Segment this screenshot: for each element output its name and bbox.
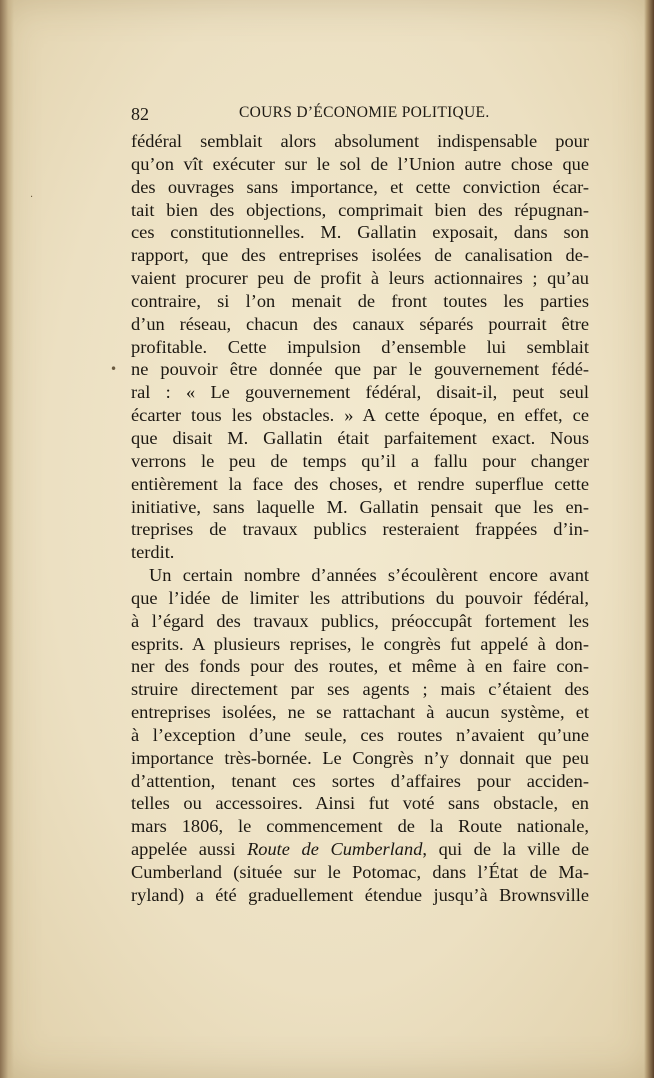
text-line: struire directement par ses agents ; mais c’étaient des <box>131 679 589 700</box>
text-line: ne pouvoir être donnée que par le gouvernement fédé- <box>131 359 589 380</box>
text-line-with-italic <box>131 838 589 861</box>
text-line: à l’égard des travaux publics, préoccupât fortement les <box>131 610 589 631</box>
text-line: que disait M. Gallatin était parfaitement exact. Nous <box>131 427 589 448</box>
text-line: entièrement la face des choses, et rendre superflue cette <box>131 473 589 494</box>
text-line: ral : « Le gouvernement fédéral, disait-il, peut seul <box>131 382 589 403</box>
text-line: verrons le peu de temps qu’il a fallu pour changer <box>131 450 589 471</box>
text-line: Cumberland (située sur le Potomac, dans l’État de Ma- <box>131 862 589 882</box>
body-text <box>131 130 589 907</box>
text-line: tait bien des objections, comprimait bien des répugnan- <box>131 199 589 220</box>
text-line: importance très-bornée. Le Congrès n’y donnait que peu <box>131 747 589 768</box>
text-line: des ouvrages sans importance, et cette conviction écar- <box>131 176 589 197</box>
running-head: COURS D’ÉCONOMIE POLITIQUE. <box>239 104 490 121</box>
text-line: écarter tous les obstacles. » A cette époque, en effet, ce <box>131 405 589 426</box>
text-line: contraire, si l’on menait de front toutes les parties <box>131 290 589 311</box>
text-line: terdit. <box>131 542 175 563</box>
text-line: profitable. Cette impulsion d’ensemble lui semblait <box>131 336 589 357</box>
text-segment: appelée aussi <box>131 839 248 860</box>
page-header <box>131 104 589 128</box>
text-line: fédéral semblait alors absolument indispensable pour <box>131 131 589 151</box>
page-number: 82 <box>131 104 149 124</box>
text-line: à l’exception d’une seule, ces routes n’avaient qu’une <box>131 724 589 745</box>
text-line: ryland) a été graduellement étendue jusqu’à Brownsville <box>131 884 589 905</box>
text-segment: , qui de la ville de <box>422 839 589 860</box>
text-line: ces constitutionnelles. M. Gallatin exposait, dans son <box>131 222 589 243</box>
text-line: qu’on vît exécuter sur le sol de l’Union autre chose que <box>131 153 589 174</box>
margin-speck: • <box>110 362 118 376</box>
text-line: entreprises isolées, ne se rattachant à aucun système, et <box>131 702 589 723</box>
text-line: esprits. A plusieurs reprises, le congrès fut appelé à don- <box>131 633 589 654</box>
text-line: treprises de travaux publics resteraient frappées d’in- <box>131 519 589 540</box>
text-line: d’attention, tenant ces sortes d’affaires pour acciden- <box>131 770 589 791</box>
text-line: d’un réseau, chacun des canaux séparés pourrait être <box>131 313 589 334</box>
text-line: vaient procurer peu de profit à leurs actionnaires ; qu’au <box>131 268 589 289</box>
page-left-edge <box>0 0 14 1078</box>
text-line: ner des fonds pour des routes, et même à en faire con- <box>131 656 589 677</box>
margin-speck: · <box>30 192 34 203</box>
text-line: mars 1806, le commencement de la Route nationale, <box>131 816 589 837</box>
page-right-edge <box>644 0 654 1078</box>
italic-route-name: Route de Cumberland <box>247 839 423 860</box>
text-line: que l’idée de limiter les attributions du pouvoir fédéral, <box>131 587 589 608</box>
text-line: initiative, sans laquelle M. Gallatin pensait que les en- <box>131 496 589 517</box>
text-line: rapport, que des entreprises isolées de canalisation de- <box>131 245 589 266</box>
text-line: telles ou accessoires. Ainsi fut voté sans obstacle, en <box>131 793 589 814</box>
text-line: Un certain nombre d’années s’écoulèrent encore avant <box>149 565 589 586</box>
